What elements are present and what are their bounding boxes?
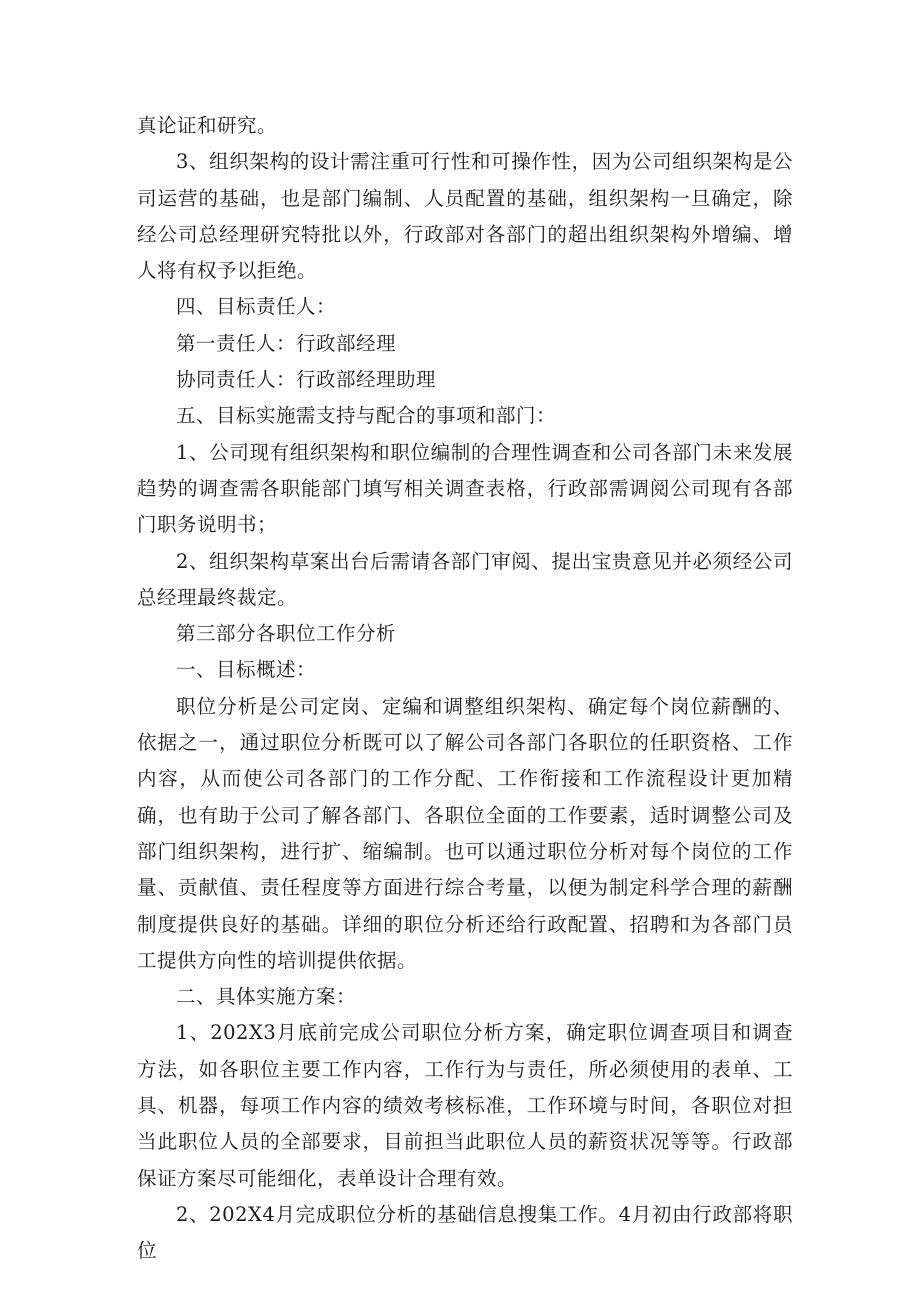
paragraph-support-item-1: 1、公司现有组织架构和职位编制的合理性调查和公司各部门未来发展趋势的调查需各职能部门填写相关调查表格，行政部需调阅公司现有各部门职务说明书； — [137, 440, 793, 537]
paragraph-continuation: 真论证和研究。 — [137, 114, 278, 137]
part-heading-job-analysis: 第三部分各职位工作分析 — [176, 622, 397, 646]
paragraph-plan-item-2: 2、202X4月完成职位分析的基础信息搜集工作。4月初由行政部将职位 — [137, 1202, 793, 1263]
section-heading-plan: 二、具体实施方案： — [176, 985, 357, 1009]
section-heading-responsible: 四、目标责任人： — [176, 295, 337, 319]
paragraph-support-item-2: 2、组织架构草案出台后需请各部门审阅、提出宝贵意见并必须经公司总经理最终裁定。 — [137, 549, 793, 609]
paragraph-item-3-org-design: 3、组织架构的设计需注重可行性和可操作性，因为公司组织架构是公司运营的基础，也是部门编制、人员配置的基础，组织架构一旦确定，除经公司总经理研究特批以外，行政部对各部门的超出组织架构外增编、增人将有权予以拒绝。 — [137, 150, 793, 283]
section-heading-overview: 一、目标概述： — [176, 658, 317, 682]
first-responsible-person: 第一责任人：行政部经理 — [176, 331, 397, 355]
section-heading-support: 五、目标实施需支持与配合的事项和部门： — [176, 404, 557, 428]
document-body — [137, 108, 793, 1270]
co-responsible-person: 协同责任人：行政部经理助理 — [176, 368, 437, 392]
paragraph-overview: 职位分析是公司定岗、定编和调整组织架构、确定每个岗位薪酬的、依据之一，通过职位分析既可以了解公司各部门各职位的任职资格、工作内容，从而使公司各部门的工作分配、工作衔接和工作流程设计更加精确，也有助于公司了解各部门、各职位全面的工作要素，适时调整公司及部门组织架构，进行扩、缩编制。也可以通过职位分析对每个岗位的工作量、贡献值、责任程度等方面进行综合考量，以便为制定科学合理的薪酬制度提供良好的基础。详细的职位分析还给行政配置、招聘和为各部门员工提供方向性的培训提供依据。 — [137, 694, 793, 972]
paragraph-plan-item-1: 1、202X3月底前完成公司职位分析方案，确定职位调查项目和调查方法，如各职位主要工作内容，工作行为与责任，所必须使用的表单、工具、机器，每项工作内容的绩效考核标准，工作环境与时间，各职位对担当此职位人员的全部要求，目前担当此职位人员的薪资状况等等。行政部保证方案尽可能细化，表单设计合理有效。 — [137, 1021, 793, 1190]
